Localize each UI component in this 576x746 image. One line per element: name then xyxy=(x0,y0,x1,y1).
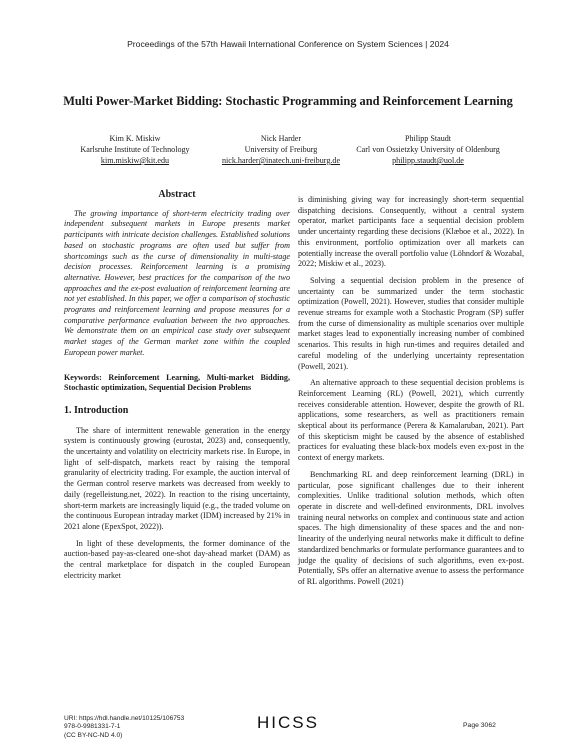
author-affiliation: Karlsruhe Institute of Technology xyxy=(80,145,190,154)
right-column xyxy=(298,195,524,594)
left-column xyxy=(64,190,290,588)
footer-info xyxy=(64,715,184,740)
license: (CC BY-NC-ND 4.0) xyxy=(64,731,123,739)
hicss-logo: HICSS xyxy=(257,713,319,732)
author-name: Nick Harder xyxy=(260,134,302,143)
isbn: 978-0-9981331-7-1 xyxy=(64,723,121,731)
author-email-link[interactable]: kim.miskiw@kit.edu xyxy=(100,156,170,165)
section-heading: 1. Introduction xyxy=(64,404,129,416)
abstract-text: The growing importance of short-term electricity trading over independent subsequent markets in Europe presents market participants with intricate decision challenges. Established solutions based on stochastic programs are often used but suffer from shortcomings such as the curse of dimensionality in multi-stage decision processes. Reinforcement learning is a promising alternative. However, best practices for the comparison of the two approaches and the ex-post evaluation of reinforcement learning are not yet established. In this paper, we offer a comparison of stochastic programs and reinforcement learning and propose measures for a comparative performance evaluation between the two approaches. We demonstrate them on an empirical case study over subsequent market stages of the German market zone within the coupled European power market. xyxy=(64,208,290,357)
author-1 xyxy=(60,133,210,166)
author-email-link[interactable]: philipp.staudt@uol.de xyxy=(392,156,464,165)
author-name: Kim K. Miskiw xyxy=(109,134,161,143)
keywords: Keywords: Reinforcement Learning, Multi-market Bidding, Stochastic optimization, Sequential Decision Problems xyxy=(64,372,290,393)
author-name: Philipp Staudt xyxy=(404,134,452,143)
author-email-link[interactable]: nick.harder@inatech.uni-freiburg.de xyxy=(221,156,341,165)
uri-link[interactable]: URI: https://hdl.handle.net/10125/106753 xyxy=(64,715,185,722)
author-affiliation: Carl von Ossietzky University of Oldenburg xyxy=(356,145,500,154)
paragraph: An alternative approach to these sequential decision problems is Reinforcement Learning (RL) (Powell, 2021), which currently receives considerable attention. However, despite the growth of RL applications, some researchers, as well as practitioners remain skeptical about its performance (Perera & Kamalaruban, 2021). Part of this skepticism might be caused by the absence of established practices for evaluating these black-box models even ex-post in the context of energy markets. xyxy=(298,378,524,463)
paragraph: Solving a sequential decision problem in the presence of uncertainty can be summarized under the term stochastic optimization (Powell, 2021). However, studies that consider multiple revenue streams for example woth a Stochastic Program (SP) suffer from the curse of dimensionality as multiple scenarios over multiple market stages lead to exponentially increasing number of combined scenarios. This results in high run-times and requires detailed and careful modeling of the underlying uncertainty representation (Powell, 2021). xyxy=(298,275,524,371)
paragraph: is diminishing giving way for increasingly short-term sequential dispatching decisions. Consequently, without a central system operator, market participants face a sequential decision problem under uncertainty regarding these decisions (Klæboe et al., 2022). In this environment, portfolio optimization over all markets can potentially increase the overall portfolio value (Löhndorf & Wozabal, 2022; Miskiw et al., 2023). xyxy=(298,195,524,269)
author-3 xyxy=(330,133,526,166)
paper-title: Multi Power-Market Bidding: Stochastic Programming and Reinforcement Learning xyxy=(63,94,513,108)
author-affiliation: University of Freiburg xyxy=(244,145,318,154)
paragraph: The share of intermittent renewable generation in the energy system is continuously growing (eurostat, 2023) and, consequently, the uncertainty and volatility on electricity markets rise. In Europe, in light of self-dispatch, markets react by raising the temporal granularity of electricity trading. For example, the auction interval of the German control reserve markets was decreased from weekly to daily (regelleistung.net, 2022). In reaction to the rising uncertainty, short-term markets are increasingly liquid (e.g., the traded volume on the continuous European intraday market (IDM) increased by 21% in 2021 alone (EpexSpot, 2022)). xyxy=(64,425,290,531)
running-head: Proceedings of the 57th Hawaii International Conference on System Sciences | 2024 xyxy=(127,39,449,49)
paragraph: Benchmarking RL and deep reinforcement learning (DRL) in particular, pose significant challenges due to their inherent complexities. Unlike traditional solution methods, which often operate in discrete and well-defined environments, DRL involves training neural networks on complex and continuous state and action spaces. The high dimensionality of these spaces and the and non-linearity of the underlying neural networks make it difficult to define standardized benchmarks or formulate performance guarantees and to judge the quality of decisions of such algorithms, even ex-post. Potentially, SPs offer an alternative avenue to assess the performance of RL algorithms. Powell (2021) xyxy=(298,469,524,586)
abstract-heading: Abstract xyxy=(158,189,196,200)
paragraph: In light of these developments, the former dominance of the auction-based pay-as-cleared one-shot day-ahead market (DAM) as the central marketplace for dispatch in the coupled European electricity market xyxy=(64,538,290,580)
page-number: Page 3062 xyxy=(463,722,496,729)
